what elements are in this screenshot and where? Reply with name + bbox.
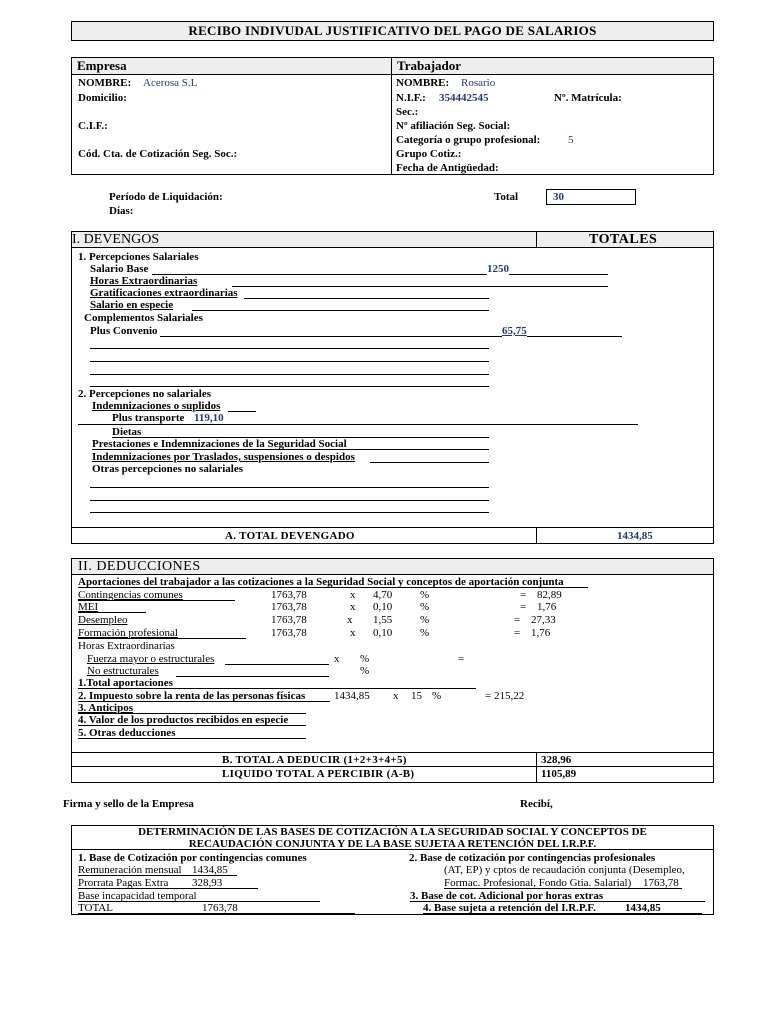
base3-label: 3. Base de cot. Adicional por horas extras [410,890,604,902]
firma-empresa: Firma y sello de la Empresa [63,798,194,810]
no-estructurales-label: No estructurales [87,665,159,677]
empresa-cod-label: Cód. Cta. de Cotización Seg. Soc.: [78,148,238,160]
otras-blank-line-1 [90,487,489,488]
plus-convenio-label: Plus Convenio [90,325,158,337]
base2-label: 2. Base de cotización por contingencias profesionales [409,852,656,864]
empresa-header-label: Empresa [77,58,127,73]
irpf-base: 1434,85 [334,690,370,702]
deduccion-row-3-eq: = [514,614,521,626]
percepciones-no-salariales: 2. Percepciones no salariales [78,388,211,400]
salario-especie-line [192,310,489,311]
plus-convenio-line [160,336,622,337]
base2-line [444,888,682,889]
aportaciones-line [78,587,588,588]
base4-line [423,913,702,914]
traslados-label: Indemnizaciones por Traslados, suspensiones o despidos [92,451,355,463]
remuneracion-value: 1434,85 [192,864,228,876]
empresa-domicilio-label: Domicilio: [78,92,127,104]
deducciones-title: II. DEDUCCIONES [78,559,201,574]
trabajador-nif-label: N.I.F.: [396,92,426,104]
trabajador-sec-label: Sec.: [396,106,419,118]
firma-recibi: Recibí, [520,798,553,810]
devengos-header-divider [536,232,537,248]
no-estructurales-pct: % [360,665,370,677]
trabajador-nombre-value: Rosario [461,77,496,89]
fuerza-mayor-eq: = [458,653,465,665]
otras-percepciones-label: Otras percepciones no salariales [92,463,244,475]
fuerza-mayor-line [225,664,329,665]
liquido-label: LIQUIDO TOTAL A PERCIBIR (A-B) [222,768,415,780]
trabajador-header [392,58,713,75]
deduccion-row-2-label: MEI [78,601,99,613]
empresa-nombre-value: Acerosa S.L [143,77,198,89]
deduccion-row-4-line [78,638,246,639]
periodo-dias-label: Días: [109,205,134,217]
deduccion-row-3-rate: 1,55 [373,614,393,626]
bases-total-line [78,913,355,914]
total-devengado-value: 1434,85 [617,530,653,542]
devengos-blank-line-2 [90,361,489,362]
dietas-label: Dietas [112,426,142,438]
deduccion-row-3-pct: % [420,614,430,626]
base4-value: 1434,85 [625,902,661,914]
liquido-value: 1105,89 [541,768,577,780]
info-divider [391,58,392,174]
periodo-label: Período de Liquidación: [109,191,223,203]
periodo-total-box [546,189,636,205]
prestaciones-line [92,449,489,450]
fuerza-mayor-label: Fuerza mayor o estructurales [87,653,215,665]
prorrata-value: 328,93 [192,877,223,889]
prorrata-label: Prorrata Pagas Extra [78,877,169,889]
percepciones-salariales: 1. Percepciones Salariales [78,251,199,263]
plus-transporte-label: Plus transporte [112,412,185,424]
otras-deducciones-line [78,738,306,739]
trabajador-afiliacion-label: Nº afiliación Seg. Social: [396,120,511,132]
otras-blank-line-2 [90,500,489,501]
incapacidad-line [78,901,320,902]
total-deducir-label: B. TOTAL A DEDUCIR (1+2+3+4+5) [222,754,407,766]
gratificaciones-line [244,298,489,299]
devengos-blank-line-4 [90,386,489,387]
base2-line2: Formac. Profesional, Fondo Gtia. Salarial) [444,877,632,889]
base2-value: 1763,78 [643,877,679,889]
total-devengado-label: A. TOTAL DEVENGADO [225,530,355,542]
especie-line [78,725,306,726]
no-estructurales-line [176,676,329,677]
aportaciones-label: Aportaciones del trabajador a las cotizaciones a la Seguridad Social y conceptos de aportación conjunta [78,576,564,588]
irpf-result: = 215,22 [485,690,525,702]
deduccion-row-4-rate: 0,10 [373,627,393,639]
trabajador-categoria-label: Categoría o grupo profesional: [396,134,541,146]
remuneracion-label: Remuneración mensual [78,864,182,876]
trabajador-matricula-label: Nº. Matrícula: [554,92,622,104]
indemnizaciones-line [228,411,256,412]
trabajador-antiguedad-label: Fecha de Antigüedad: [396,162,499,174]
salario-base-label: Salario Base [90,263,149,275]
total-devengado-top-line [72,527,713,528]
devengos-blank-line-1 [90,348,489,349]
deduccion-row-3-result: 27,33 [531,614,556,626]
trabajador-nif-value: 354442545 [439,92,489,104]
trabajador-categoria-value: 5 [568,134,574,146]
otras-blank-line-3 [90,512,489,513]
bases-total-value: 1763,78 [202,902,238,914]
deduccion-row-1-line [78,600,235,601]
receipt-title: RECIBO INDIVUDAL JUSTIFICATIVO DEL PAGO DE SALARIOS [71,21,714,41]
indemnizaciones-label: Indemnizaciones o suplidos [92,400,221,412]
base4-label: 4. Base sujeta a retención del I.R.P.F. [423,902,596,914]
empresa-nombre-label: NOMBRE: [78,77,132,89]
bases-header-line2: RECAUDACIÓN CONJUNTA Y DE LA BASE SUJETA A RETENCIÓN DEL I.R.P.F. [188,838,597,850]
empresa-cif-label: C.I.F.: [78,120,108,132]
fuerza-mayor-pct: % [360,653,370,665]
otras-deducciones-label: 5. Otras deducciones [78,727,176,739]
total-deducir-divider [536,753,537,782]
horas-extra-ded-label: Horas Extraordinarias [78,640,175,652]
total-deducir-mid-line [72,766,713,767]
total-deducir-value: 328,96 [541,754,572,766]
gratificaciones-label: Gratificaciones extraordinarias [90,287,238,299]
deduccion-row-1-rate: 4,70 [373,589,393,601]
bases-header [72,826,713,850]
horas-extra-label: Horas Extraordinarias [90,275,198,287]
deduccion-row-4-x: x [350,627,356,639]
total-aportaciones-label: 1.Total aportaciones [78,677,173,689]
trabajador-grupo-label: Grupo Cotiz.: [396,148,462,160]
deduccion-row-4-label: Formación profesional [78,627,178,639]
deduccion-row-2-eq: = [520,601,527,613]
total-deducir-top-line [72,752,713,753]
deduccion-row-2-pct: % [420,601,430,613]
incapacidad-label: Base incapacidad temporal [78,890,197,902]
prestaciones-label: Prestaciones e Indemnizaciones de la Seguridad Social [92,438,347,450]
plus-convenio-value: 65,75 [502,325,527,337]
deduccion-row-2-rate: 0,10 [373,601,393,613]
deduccion-row-4-eq: = [514,627,521,639]
complementos-label: Complementos Salariales [84,312,203,324]
bases-total-label: TOTAL [78,902,113,914]
deduccion-row-2-result: 1,76 [537,601,557,613]
prorrata-line [78,888,258,889]
irpf-label: 2. Impuesto sobre la renta de las personas físicas [78,690,306,702]
deduccion-row-1-result: 82,89 [537,589,562,601]
devengos-title: I. DEVENGOS [72,232,160,247]
base1-label: 1. Base de Cotización por contingencias comunes [78,852,307,864]
empresa-header [72,58,391,75]
deduccion-row-2-base: 1763,78 [271,601,307,613]
irpf-x: x [393,690,399,702]
remuneracion-line [78,875,237,876]
irpf-rate: 15 [411,690,422,702]
traslados-line [370,462,489,463]
total-devengado-divider [536,528,537,543]
totales-title: TOTALES [589,232,658,247]
fuerza-mayor-x: x [334,653,340,665]
plus-transporte-line [78,424,638,425]
anticipos-label: 3. Anticipos [78,702,134,714]
deduccion-row-4-pct: % [420,627,430,639]
irpf-pct: % [432,690,442,702]
bases-header-line1: DETERMINACIÓN DE LAS BASES DE COTIZACIÓN A LA SEGURIDAD SOCIAL Y CONCEPTOS DE [138,826,647,838]
deduccion-row-3-label: Desempleo [78,614,128,626]
deduccion-row-1-base: 1763,78 [271,589,307,601]
deduccion-row-2-line [78,612,146,613]
devengos-blank-line-3 [90,374,489,375]
especie-label: 4. Valor de los productos recibidos en especie [78,714,289,726]
trabajador-header-label: Trabajador [397,58,462,73]
deduccion-row-4-base: 1763,78 [271,627,307,639]
total-aportaciones-line [78,688,476,689]
deduccion-row-1-pct: % [420,589,430,601]
deduccion-row-3-base: 1763,78 [271,614,307,626]
deduccion-row-2-x: x [350,601,356,613]
salario-base-line [152,274,608,275]
deduccion-row-1-x: x [350,589,356,601]
trabajador-nombre-label: NOMBRE: [396,77,450,89]
salario-base-value: 1250 [487,263,509,275]
horas-extra-line [232,286,608,287]
periodo-total-value: 30 [553,191,564,203]
salario-especie-label: Salario en especie [90,299,174,311]
periodo-total-label: Total [494,191,519,203]
base2-line1: (AT, EP) y cptos de recaudación conjunta (Desempleo, [444,864,685,876]
deduccion-row-1-label: Contingencias comunes [78,589,183,601]
plus-transporte-value: 119,10 [194,412,224,424]
deduccion-row-3-x: x [347,614,353,626]
deduccion-row-4-result: 1,76 [531,627,551,639]
deduccion-row-1-eq: = [520,589,527,601]
